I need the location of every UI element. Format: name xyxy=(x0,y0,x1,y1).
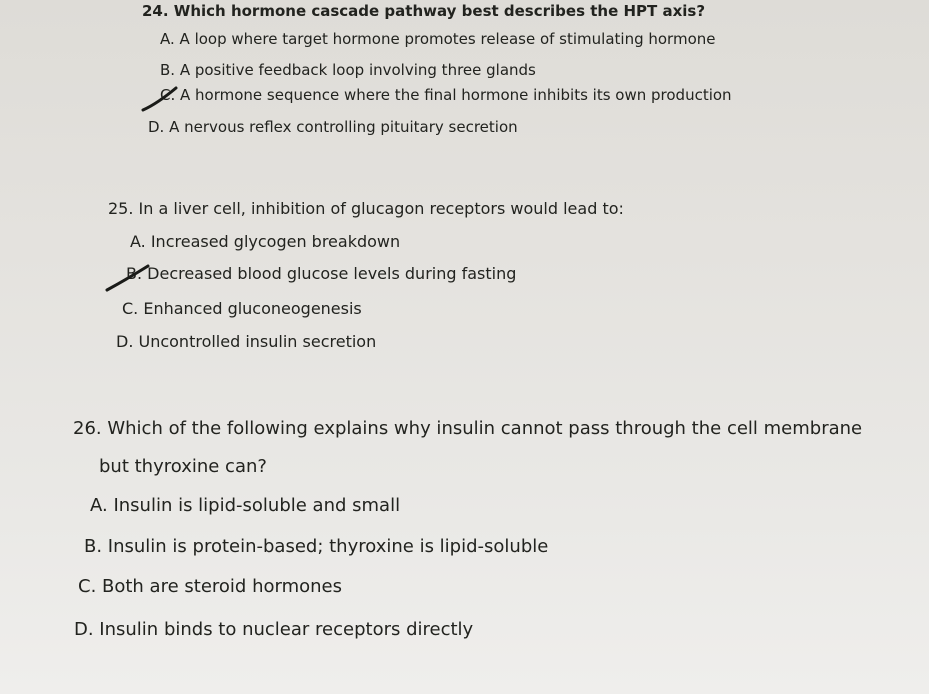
question-25-option-c: C. Enhanced gluconeogenesis xyxy=(122,299,362,318)
question-24-option-c: C. A hormone sequence where the final hormone inhibits its own production xyxy=(160,86,732,104)
question-24-option-b: B. A positive feedback loop involving three glands xyxy=(160,61,536,79)
question-26-option-c: C. Both are steroid hormones xyxy=(78,576,342,597)
question-24-option-a: A. A loop where target hormone promotes release of stimulating hormone xyxy=(160,30,716,48)
question-24-stem: 24. Which hormone cascade pathway best describes the HPT axis? xyxy=(142,2,706,20)
question-25-option-b: B. Decreased blood glucose levels during fasting xyxy=(126,264,517,283)
question-26-option-b: B. Insulin is protein-based; thyroxine is lipid-soluble xyxy=(84,536,549,557)
question-25-option-d: D. Uncontrolled insulin secretion xyxy=(116,332,377,351)
question-26-stem-line-1: 26. Which of the following explains why insulin cannot pass through the cell membrane xyxy=(73,418,863,439)
question-24-option-d: D. A nervous reflex controlling pituitary secretion xyxy=(148,118,518,136)
question-26-option-a: A. Insulin is lipid-soluble and small xyxy=(90,495,401,516)
question-26-stem-line-2: but thyroxine can? xyxy=(99,456,267,477)
question-26-option-d: D. Insulin binds to nuclear receptors directly xyxy=(74,619,474,640)
question-25-option-a: A. Increased glycogen breakdown xyxy=(130,232,401,251)
question-25-stem: 25. In a liver cell, inhibition of glucagon receptors would lead to: xyxy=(108,199,624,218)
answer-check-mark-q24 xyxy=(140,84,180,114)
answer-check-mark-q25 xyxy=(104,262,152,294)
